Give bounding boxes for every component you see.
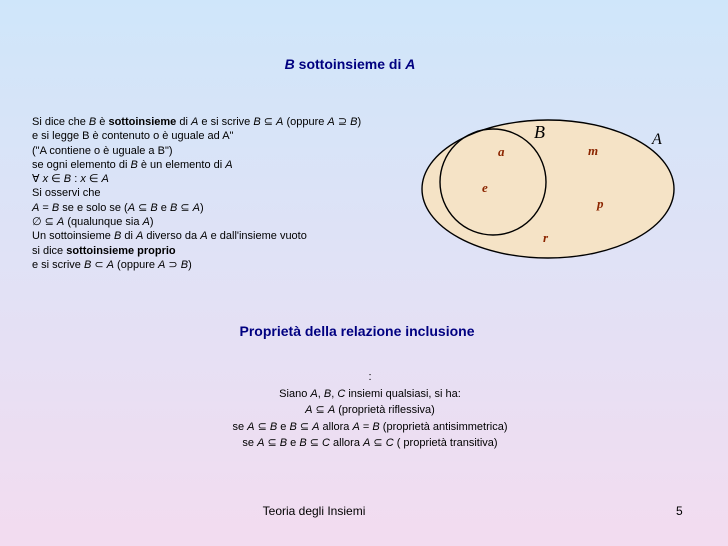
definition-fragment: Un sottoinsieme [32, 230, 114, 243]
property-fragment: C [322, 437, 330, 450]
definition-fragment: A [142, 216, 150, 229]
definition-fragment: B [51, 201, 60, 214]
property-fragment: B [299, 437, 307, 450]
definition-fragment: e si legge B è contenuto o è uguale ad A" [32, 130, 234, 143]
definition-fragment: A [276, 116, 284, 128]
definition-fragment: A [200, 230, 208, 243]
definition-fragment: A [106, 258, 114, 271]
property-fragment: B [289, 420, 297, 433]
definition-fragment: è [96, 116, 109, 128]
definition-fragment: ("A contiene o è uguale a B") [32, 144, 173, 157]
definition-fragment: ) [200, 201, 204, 214]
property-line [150, 419, 590, 436]
title-text: sottoinsieme di [294, 56, 406, 72]
property-fragment: A [352, 420, 360, 433]
property-fragment: A [312, 420, 320, 433]
definition-fragment: B [180, 258, 189, 271]
set-b-label: B [534, 122, 545, 142]
definition-fragment: ⊇ [334, 116, 351, 128]
definition-fragment: di [121, 230, 136, 243]
definition-fragment: ⊆ [177, 201, 193, 214]
property-line [150, 369, 590, 386]
definition-fragment: A [327, 116, 335, 128]
definition-fragment: sottoinsieme [108, 116, 177, 128]
property-fragment: C [385, 437, 394, 450]
definition-fragment: se ogni elemento di [32, 158, 131, 171]
definition-fragment: A [127, 201, 136, 214]
definition-fragment: ) [188, 258, 192, 271]
definition-fragment: A [191, 116, 199, 128]
definition-fragment: ⊃ [165, 258, 181, 271]
definition-fragment: ) [149, 216, 154, 229]
element-a: a [498, 144, 505, 159]
element-p: p [597, 196, 604, 211]
definition-line [32, 158, 432, 172]
definition-fragment: ⊆ [135, 201, 151, 214]
property-line [150, 435, 590, 452]
definition-fragment: B [88, 116, 97, 128]
property-fragment: insiemi qualsiasi, si ha: [345, 387, 461, 400]
definition-line [32, 129, 432, 143]
definition-fragment: B [63, 173, 72, 186]
definition-line [32, 215, 432, 229]
set-a-label: A [652, 131, 662, 148]
definition-fragment: B [113, 230, 122, 243]
definition-fragment: si dice [32, 244, 67, 257]
definition-line [32, 244, 432, 258]
definition-line [32, 229, 432, 243]
definition-fragment: x [80, 173, 86, 186]
property-fragment: A [327, 404, 336, 417]
definition-fragment: B [130, 158, 138, 171]
definition-fragment: ⊂ [91, 258, 107, 271]
property-fragment: se [232, 420, 248, 433]
title-set-a: A [405, 56, 416, 72]
definition-fragment: Si dice che [32, 116, 89, 128]
property-fragment: (proprietà antisimmetrica) [379, 420, 508, 433]
definition-fragment: (oppure [114, 258, 159, 271]
definition-fragment: A [225, 158, 233, 171]
property-fragment: A [247, 420, 255, 433]
property-fragment: ⊆ [306, 437, 323, 450]
definition-line [32, 144, 432, 158]
definition-fragment: A [101, 173, 109, 186]
definition-line [32, 172, 432, 186]
definition-fragment: ∈ [48, 173, 64, 186]
property-fragment: B [269, 420, 278, 433]
property-fragment: , [331, 387, 338, 400]
title-set-b: B [284, 56, 295, 72]
definition-fragment: ∀ [32, 173, 43, 186]
definition-fragment: B [350, 116, 358, 128]
property-fragment: e [277, 420, 290, 433]
property-fragment: B [372, 420, 380, 433]
property-fragment: : [368, 371, 372, 383]
property-fragment: A [305, 404, 313, 417]
definition-text [32, 115, 432, 272]
definition-fragment: B [150, 201, 158, 214]
property-fragment: allora [319, 420, 353, 433]
definition-fragment: Si osservi che [32, 187, 101, 200]
definition-fragment: : [71, 173, 81, 186]
property-fragment: B [323, 387, 332, 400]
definition-fragment: = [39, 201, 52, 214]
definition-fragment: ∅ ⊆ [32, 216, 57, 229]
definition-fragment: A [158, 258, 166, 271]
property-fragment: ⊆ [264, 437, 280, 450]
definition-fragment: A [192, 201, 201, 214]
definition-fragment: sottoinsieme proprio [66, 244, 176, 257]
property-fragment: C [337, 387, 346, 400]
property-line [150, 386, 590, 403]
venn-diagram [420, 118, 680, 260]
property-fragment: , [317, 387, 324, 400]
definition-fragment: se e solo se ( [59, 201, 128, 214]
definition-fragment: B [253, 116, 261, 128]
definition-fragment: ∈ [85, 173, 102, 186]
definition-fragment: B [169, 201, 178, 214]
definition-fragment: (oppure [283, 116, 328, 128]
definition-fragment: diverso da [143, 230, 201, 243]
property-fragment: se [242, 437, 258, 450]
properties-text [150, 369, 590, 452]
definition-fragment: x [42, 173, 49, 186]
definition-fragment: A [135, 230, 144, 243]
definition-line [32, 186, 432, 200]
element-m: m [588, 143, 599, 158]
element-e: e [482, 180, 488, 195]
property-fragment: ⊆ [296, 420, 313, 433]
definition-fragment: e dall'insieme vuoto [207, 230, 307, 243]
property-fragment: ( proprietà transitiva) [393, 437, 498, 450]
definition-fragment: è un elemento di [137, 158, 226, 171]
property-fragment: allora [329, 437, 364, 450]
definition-fragment: di [176, 116, 191, 128]
property-fragment: ⊆ [254, 420, 270, 433]
property-fragment: ⊆ [312, 404, 328, 417]
property-fragment: (proprietà riflessiva) [335, 404, 435, 417]
definition-line [32, 201, 432, 215]
definition-fragment: A [56, 216, 65, 229]
property-fragment: B [279, 437, 288, 450]
definition-fragment: ) [357, 116, 362, 128]
property-fragment: e [287, 437, 300, 450]
property-fragment: ⊆ [370, 437, 386, 450]
page-number: 5 [676, 504, 683, 518]
definition-line [32, 258, 432, 272]
property-fragment: A [310, 387, 318, 400]
definition-fragment: (qualunque sia [64, 216, 143, 229]
element-r: r [543, 230, 549, 245]
property-line [150, 402, 590, 419]
definition-line [32, 115, 432, 129]
property-fragment: = [359, 420, 373, 433]
slide-title [0, 56, 700, 72]
section-subtitle: Proprietà della relazione inclusione [239, 323, 475, 339]
definition-fragment: e [157, 201, 170, 214]
definition-fragment: ⊆ [260, 116, 277, 128]
definition-fragment: A [32, 201, 40, 214]
property-fragment: A [257, 437, 265, 450]
definition-fragment: e si scrive [32, 258, 84, 271]
property-fragment: A [363, 437, 371, 450]
definition-fragment: B [83, 258, 92, 271]
definition-fragment: e si scrive [198, 116, 254, 128]
property-fragment: Siano [279, 387, 311, 400]
footer-title: Teoria degli Insiemi [262, 504, 366, 518]
